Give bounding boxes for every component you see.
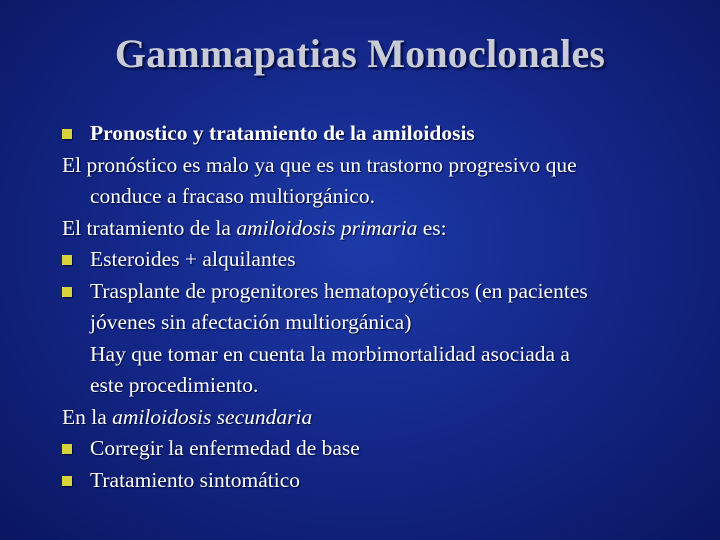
treatment-intro-text: El tratamiento de la — [62, 215, 237, 240]
secondary-intro — [62, 402, 702, 434]
slide-body — [62, 118, 702, 496]
list-item — [62, 276, 702, 308]
square-bullet-icon — [62, 444, 72, 454]
list-item-text: Trasplante de progenitores hematopoyéticos (en pacientes — [90, 278, 588, 303]
prognosis-line-1: El pronóstico es malo ya que es un trastorno progresivo que — [62, 152, 577, 177]
list-item — [62, 465, 702, 497]
square-bullet-icon — [62, 255, 72, 265]
treatment-intro-italic: amiloidosis primaria — [236, 215, 418, 240]
prognosis-line-2: conduce a fracaso multiorgánico. — [90, 184, 375, 208]
list-item — [62, 244, 702, 276]
slide-title: Gammapatias Monoclonales — [114, 31, 606, 76]
square-bullet-icon — [62, 287, 72, 297]
heading-line — [62, 118, 702, 150]
list-item-continuation: Hay que tomar en cuenta la morbimortalidad asociada a — [90, 341, 570, 366]
square-bullet-icon — [62, 129, 72, 139]
list-item-text: Tratamiento sintomático — [90, 467, 301, 492]
list-item-continuation: jóvenes sin afectación multiorgánica) — [90, 310, 412, 334]
secondary-intro-text: En la — [62, 404, 113, 429]
section-heading: Pronostico y tratamiento de la amiloidosis — [90, 121, 475, 145]
list-item-continuation: este procedimiento. — [90, 373, 259, 397]
list-item-text: Esteroides + alquilantes — [90, 247, 296, 271]
secondary-intro-italic: amiloidosis secundaria — [112, 404, 313, 429]
list-item-text: Corregir la enfermedad de base — [90, 436, 360, 460]
square-bullet-icon — [62, 476, 72, 486]
treatment-intro-end: es: — [417, 215, 447, 240]
list-item — [62, 433, 702, 465]
treatment-intro — [62, 213, 702, 245]
